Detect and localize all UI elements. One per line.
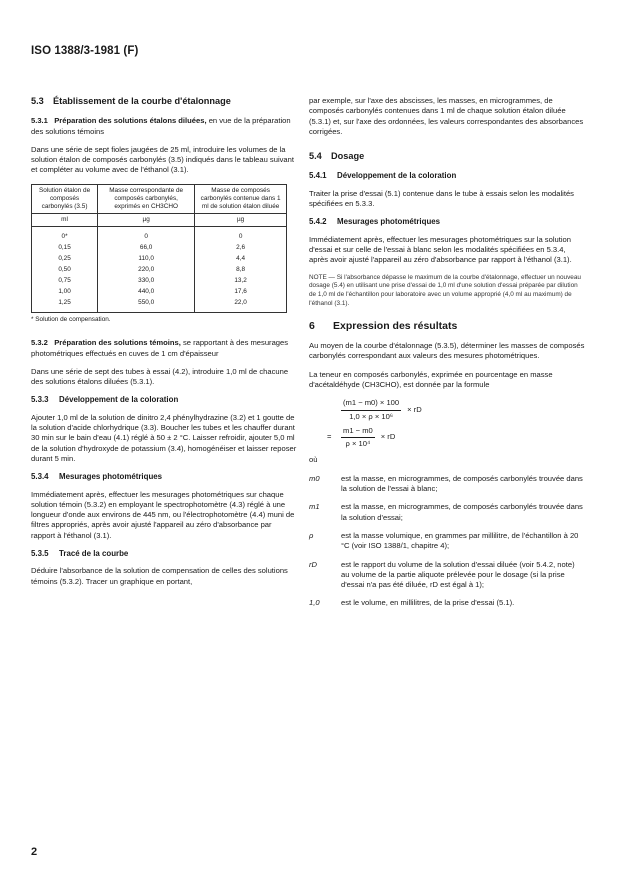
table-cell: 0* [61, 232, 68, 240]
table-cell: 8,8 [236, 265, 246, 273]
section-number: 5.3 [31, 96, 44, 106]
definition-item [309, 502, 585, 523]
table-cell: 1,25 [58, 298, 71, 306]
paragraph-5-4-2: Immédiatement après, effectuer les mesurages photométriques sur la solution d'essai et sur celle de l'essai à blanc selon les modalités spécifiées en 5.3.4, après avoir ajusté l'appareil au zéro d'absorbance par rapport à l'éthanol (3.1). [309, 234, 572, 265]
table-cell: 440,0 [138, 287, 155, 295]
section-title-tail: en vue de la préparation des solutions témoins [31, 116, 291, 136]
fraction [341, 426, 375, 450]
table-cell: 0,75 [58, 276, 71, 284]
table-unit-col1: ml [32, 213, 98, 226]
section-5-3-4-heading [31, 472, 297, 482]
where-label: où [309, 455, 318, 465]
section-number: 5.3.2 [31, 338, 48, 348]
definition-text: est la masse, en microgrammes, de composés carbonylés trouvée dans la solution de l'essai à blanc; [341, 473, 583, 494]
definition-item [309, 474, 585, 495]
table-footnote: * Solution de compensation. [31, 315, 111, 323]
formula-line-2 [327, 426, 585, 450]
section-6-heading [309, 321, 585, 331]
definition-text: est la masse, en microgrammes, de composés carbonylés trouvée dans la solution d'essai; [341, 502, 583, 522]
right-column [309, 96, 585, 617]
section-5-3-5-heading [31, 549, 297, 559]
formula-line-1 [327, 398, 585, 422]
definition-item [309, 560, 585, 591]
numerator: (m1 − m0) × 100 [341, 398, 401, 410]
table-values-col3 [195, 226, 287, 312]
symbol: rD [309, 559, 318, 569]
table-cell: 1,00 [58, 287, 71, 295]
section-title: Mesurages photométriques [337, 217, 441, 227]
paragraph-6a: Au moyen de la courbe d'étalonnage (5.3.5), déterminer les masses de composés carbonylés correspondant aux valeurs des mesures photométriques. [309, 341, 585, 361]
table-header-col2: Masse correspondante de composés carbonylés, exprimés en CH3CHO [98, 184, 195, 213]
definition-item [309, 598, 585, 608]
section-title: Développement de la coloration [337, 171, 457, 181]
table-values-col2 [98, 226, 195, 312]
symbol: m1 [309, 502, 320, 512]
table-cell: 330,0 [138, 276, 155, 284]
table-cell: 0 [144, 232, 148, 240]
table-cell: 550,0 [138, 298, 155, 306]
table-header-col3: Masse de composés carbonylés contenue dans 1 ml de solution étalon diluée [195, 184, 287, 213]
table-values-col1 [32, 226, 98, 312]
paragraph-5-3-4: Immédiatement après, effectuer les mesurages photométriques sur chaque solution témoin (5.3.2) en employant le spectrophotomètre (4.3) réglé à une longueur d'onde aux environs de 445 nm, ou l'électrophotomètre (4.4) muni de filtres appropriés, après avoir ajusté l'appareil au zéro d'absorbance par rapport à l'éthanol (3.1). [31, 489, 295, 540]
section-5-3-heading [31, 96, 297, 106]
document-header: ISO 1388/3-1981 (F) [31, 45, 139, 57]
section-number: 5.4.1 [309, 171, 327, 181]
definition-text: est le rapport du volume de la solution d'essai diluée (voir 5.4.2, note) au volume de la partie aliquote prélevée pour le dosage (si la prise d'essai n'a pas été diluée, rD est égal à 1); [341, 559, 575, 590]
section-number: 5.3.4 [31, 472, 49, 482]
section-title: Dosage [331, 151, 365, 162]
section-5-3-3-heading [31, 395, 297, 405]
section-number: 5.3.1 [31, 116, 48, 126]
section-title: Établissement de la courbe d'étalonnage [53, 96, 231, 106]
section-title: Mesurages photométriques [59, 472, 163, 482]
section-number: 6 [309, 319, 315, 332]
denominator: 1,0 × ρ × 10⁶ [349, 411, 393, 421]
symbol: ρ [309, 530, 314, 540]
section-title: Tracé de la courbe [59, 549, 129, 559]
section-number: 5.4 [309, 151, 322, 162]
section-5-3-1-heading [31, 116, 297, 137]
table-cell: 17,6 [234, 287, 247, 295]
table-cell: 4,4 [236, 254, 246, 262]
page-number: 2 [31, 846, 38, 858]
fraction [341, 398, 401, 422]
table-cell: 0,50 [58, 265, 71, 273]
table-header-col1: Solution étalon de composés carbonylés (3.5) [32, 184, 98, 213]
dilution-table [31, 184, 287, 313]
section-number: 5.3.5 [31, 549, 49, 559]
table-unit-col2: µg [98, 213, 195, 226]
section-title: Expression des résultats [333, 319, 458, 332]
symbol: 1,0 [309, 598, 320, 608]
multiplier: × rD [407, 404, 422, 414]
definition-text: est le volume, en millilitres, de la prise d'essai (5.1). [341, 598, 515, 608]
section-title: Préparation des solutions témoins, [54, 338, 181, 348]
table-cell: 0 [238, 232, 243, 240]
paragraph-5-3-2: Dans une série de sept des tubes à essai (4.2), introduire 1,0 ml de chacune des solutions étalons diluées (5.3.1). [31, 366, 289, 387]
table-cell: 0,15 [58, 243, 71, 251]
paragraph-5-4-1: Traiter la prise d'essai (5.1) contenue dans le tube à essais selon les modalités spécifiées en 5.3.3. [309, 188, 574, 209]
paragraph-5-3-5: Déduire l'absorbance de la solution de compensation de celles des solutions témoins (5.3.2). Tracer un graphique en portant, [31, 566, 288, 586]
table-cell: 0,25 [58, 254, 71, 262]
table-cell: 2,6 [236, 243, 246, 251]
paragraph-6b: La teneur en composés carbonylés, exprimée en pourcentage en masse d'acétaldéhyde (CH3CHO), est donnée par la formule [309, 369, 553, 389]
symbol: m0 [309, 473, 320, 483]
table-cell: 220,0 [138, 265, 155, 273]
multiplier: × rD [380, 432, 396, 442]
section-title-tail: se rapportant à des mesurages photométriques effectués en cuves de 1 cm d'épaisseur [31, 338, 289, 358]
section-number: 5.3.3 [31, 395, 49, 405]
table-cell: 13,2 [234, 276, 247, 284]
section-5-4-1-heading [309, 171, 585, 181]
denominator: ρ × 10⁴ [345, 439, 371, 449]
section-5-4-2-heading [309, 217, 585, 227]
paragraph-5-3-3: Ajouter 1,0 ml de la solution de dinitro 2,4 phénylhydrazine (3.2) et 1 goutte de la solution d'acide chlorhydrique (3.3). Boucher les tubes et les chauffer durant 30 min sur le bain d'eau (4.1) réglé à 50 ± 2 °C. Laisser refroidir, ajouter 5,0 ml de la solution d'hydroxyde de potassium (3.4), homogénéiser et laisser reposer durant 5 min. [31, 412, 297, 463]
formula [327, 398, 585, 449]
section-title: Préparation des solutions étalons diluées, [54, 116, 207, 126]
table-unit-col3: µg [195, 213, 287, 226]
definition-item [309, 531, 585, 552]
note-paragraph: NOTE — Si l'absorbance dépasse le maximum de la courbe d'étalonnage, effectuer un nouveau dosage (5.4) en utilisant une prise d'essai de 1,0 ml d'une solution d'essai préparée par dilution de 1,0 ml de l'échantillon pour laboratoire avec un volume approprié (4,0 ml au maximum) de l'éthanol (3.1). [309, 273, 581, 307]
section-5-3-2-heading [31, 338, 297, 359]
table-cell: 66,0 [139, 243, 153, 251]
section-5-4-heading [309, 151, 585, 161]
paragraph-5-3-5-continued: par exemple, sur l'axe des abscisses, les masses, en microgrammes, de composés carbonylés contenues dans 1 ml de chaque solution étalon diluée (5.3.1) et, sur l'axe des ordonnées, les valeurs correspondantes des absorbances corrigées. [309, 96, 584, 136]
table-cell: 22,0 [234, 298, 247, 306]
left-column [31, 96, 297, 595]
section-title: Développement de la coloration [59, 395, 179, 405]
section-number: 5.4.2 [309, 217, 327, 227]
definition-text: est la masse volumique, en grammes par millilitre, de l'échantillon à 20 °C (voir ISO 1388/1, chapitre 4); [341, 530, 579, 551]
paragraph-5-3-1: Dans une série de sept fioles jaugées de 25 ml, introduire les volumes de la solution étalon de composés carbonylés (3.5) indiqués dans le tableau suivant et compléter au volume avec de l'éthanol (3.1). [31, 144, 294, 175]
equals-sign: = [327, 432, 332, 442]
numerator: m1 − m0 [341, 426, 375, 438]
table-cell: 110,0 [138, 254, 154, 262]
